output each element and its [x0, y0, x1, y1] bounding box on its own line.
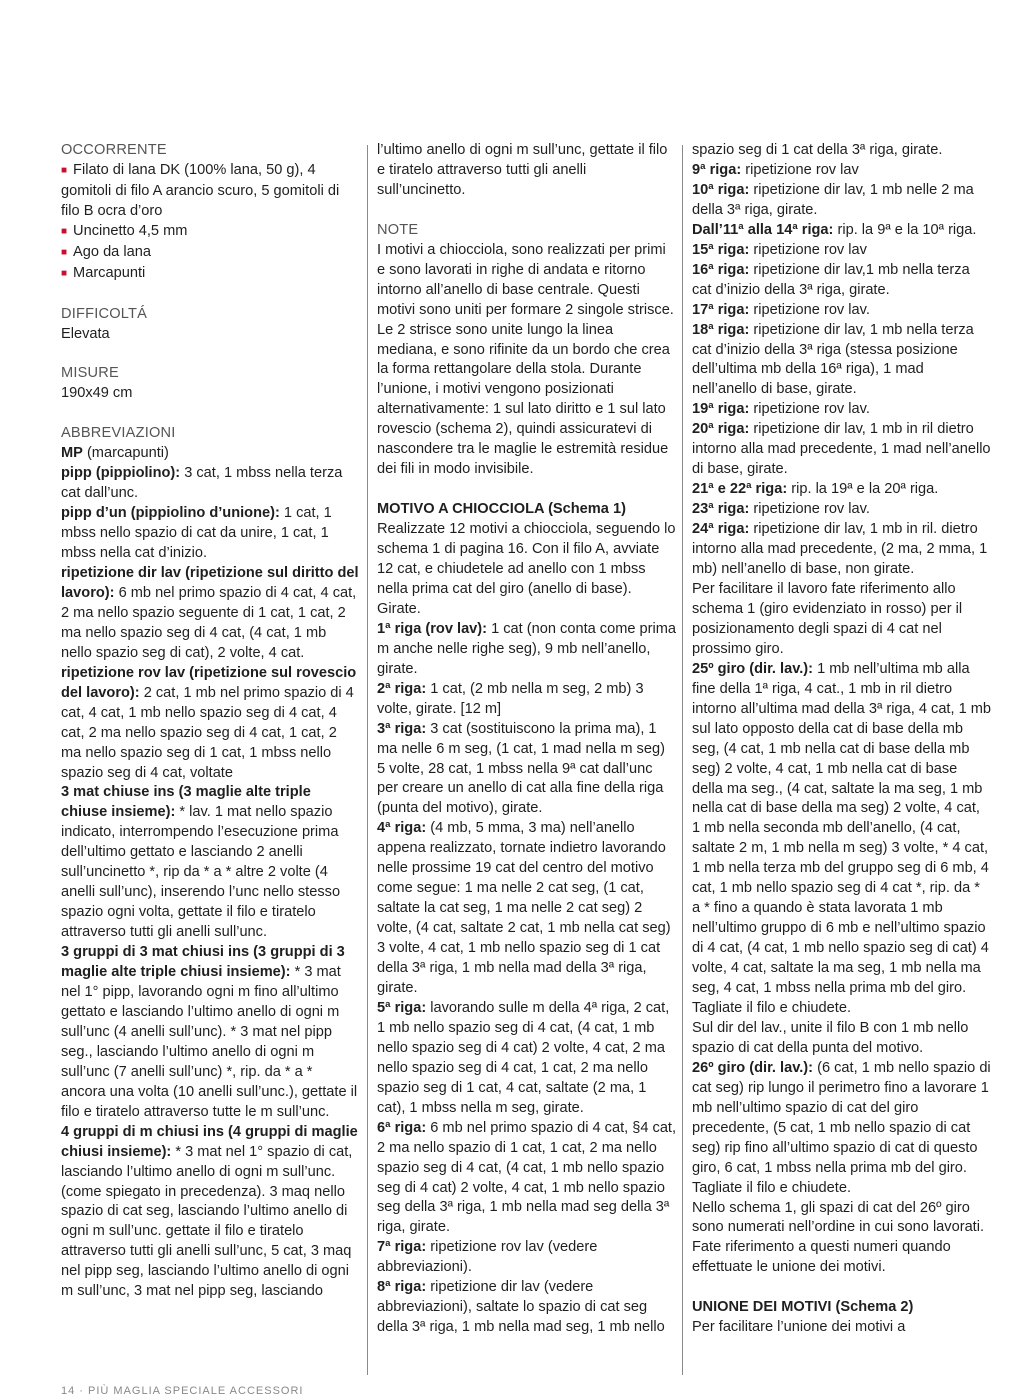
instruction-row-term: 15ª riga: [692, 241, 750, 258]
instruction-row [377, 680, 677, 720]
instruction-row-text: ripetizione dir lav,1 mb nella terza cat d’inizio della 3ª riga, girate. [692, 261, 970, 298]
abbreviation [61, 943, 359, 1123]
instruction-row-term: 21ª e 22ª riga: [692, 481, 788, 498]
instruction-row-term: 4ª riga: [377, 820, 427, 837]
instruction-row-term: 2ª riga: [377, 680, 427, 697]
instruction-row [692, 520, 992, 580]
abbreviation-term: 3 gruppi di 3 mat chiusi ins (3 gruppi di 3 maglie alte triple chiusi insieme): [61, 944, 345, 981]
occorrente-item-3: ■ Ago da lana [61, 243, 151, 260]
instruction-row-term: 23ª riga: [692, 501, 750, 518]
difficolta-title: DIFFICOLTÁ [61, 305, 148, 322]
bullet-icon: ■ [61, 164, 68, 176]
instruction-row-text: Sul dir del lav., unite il filo B con 1 mb nello spazio di cat della punta del motivo. [692, 1019, 969, 1056]
instruction-row [692, 261, 992, 301]
abbreviazioni-list [61, 444, 359, 1302]
column-3 [692, 141, 992, 1381]
instruction-row [377, 819, 677, 999]
instruction-row-term: 1ª riga (rov lav): [377, 620, 488, 637]
abbreviazioni-title: ABBREVIAZIONI [61, 425, 176, 442]
instruction-row-text: Nello schema 1, gli spazi di cat del 26º giro sono numerati nell’ordine in cui sono lavorati. Fate riferimento a questi numeri quando effettuate le unione dei motivi. [692, 1199, 985, 1276]
instruction-row [377, 1119, 677, 1239]
instruction-row-text: 1 cat, (2 mb nella m seg, 2 mb) 3 volte, girate. [12 m] [377, 680, 644, 717]
col2-intro: l’ultimo anello di ogni m sull’unc, gettate il filo e tiratelo attraverso tutti gli anelli sull’uncinetto. [377, 142, 668, 198]
instruction-row-term: 17ª riga: [692, 301, 750, 318]
abbreviation [61, 444, 359, 464]
instruction-row-text: 3 cat (sostituiscono la prima ma), 1 ma nelle 6 m seg, (1 cat, 1 mad nella m seg) 5 volte, 28 cat, 1 mbss nella 9ª cat dall’unc per creare un anello di cat alla fine della riga (punta del motivo), girate. [377, 720, 665, 817]
motivo-title: MOTIVO A CHIOCCIOLA (Schema 1) [377, 501, 626, 518]
instruction-row-text: ripetizione dir lav, 1 mb in ril. dietro intorno alla mad precedente, (2 ma, 2 mma, 1 mb) nell’anello di base, non girate. [692, 521, 988, 578]
instruction-row-text: ripetizione dir lav (vedere abbreviazioni), saltate lo spazio di cat seg della 3ª riga, 1 mb nella mad seg, 1 mb nello [377, 1279, 665, 1336]
instruction-row-text: rip. la 9ª e la 10ª riga. [833, 221, 977, 238]
abbreviation [61, 783, 359, 943]
difficolta-value: Elevata [61, 325, 110, 342]
bullet-icon: ■ [61, 225, 68, 237]
abbreviation-text: (marcapunti) [82, 445, 169, 462]
abbreviation-text: 3 cat, 1 mbss nella terza cat dall’unc. [61, 465, 343, 502]
bullet-icon: ■ [61, 267, 68, 279]
instruction-row-term: 26º giro (dir. lav.): [692, 1059, 814, 1076]
abbreviation-text: 2 cat, 1 mb nel primo spazio di 4 cat, 4 cat, 1 mb nello spazio seg di 4 cat, 4 cat, 2 ma nello spazio seg di 4 cat, 1 cat, 2 ma nello spazio seg di 1 cat, 1 mbss nello spazio seg di 4 cat, voltate [61, 684, 354, 781]
instruction-row [692, 1199, 992, 1279]
instruction-row-term: 7ª riga: [377, 1239, 427, 1256]
instruction-row [692, 500, 992, 520]
instruction-row [692, 141, 992, 161]
instruction-row-term: 6ª riga: [377, 1119, 427, 1136]
column-1 [61, 141, 359, 1381]
abbreviation-term: pipp d’un (pippiolino d’unione): [61, 505, 280, 522]
instruction-row-text: ripetizione dir lav, 1 mb nella terza cat d’inizio della 3ª riga (stessa posizione dell’ultima mb della 16ª riga), 1 mad nell’anello di base, girate. [692, 321, 974, 398]
bullet-icon: ■ [61, 246, 68, 258]
instruction-row-text: ripetizione rov lav [741, 161, 859, 178]
abbreviation [61, 464, 359, 504]
instruction-row [377, 720, 677, 820]
instruction-row-term: 18ª riga: [692, 321, 750, 338]
abbreviation [61, 564, 359, 664]
note-text: I motivi a chiocciola, sono realizzati per primi e sono lavorati in righe di andata e ritorno intorno all’anello di base centrale. Questi motivi sono uniti per formare 2 singole strisce. Le 2 strisce sono unite lungo la linea mediana, e sono rifinite da un bordo che crea la forma rettangolare della stola. Durante l’unione, i motivi vengono posizionati alternativamente: 1 sul lato diritto e 1 sul lato rovescio (schema 2), quindi assicuratevi di nascondere tra le maglie le estremità residue dei fili in modo invisibile. [377, 241, 674, 478]
instruction-row-text: 1 mb nell’ultima mb alla fine della 1ª riga, 4 cat., 1 mb in ril dietro intorno all’ultima mad della 3ª riga, 4 cat, 1 mb sul lato opposto della cat di base della mb seg, (4 cat, 1 mb nella cat di base della mb seg) 2 volte, 4 cat, 1 mb nella cat di base della ma seg., (4 cat, saltate la ma seg, 1 mb nella cat di base della ma seg) 2 volte, 4 cat, 1 mb nella seconda mb dell’anello, (4 cat, saltate 2 m, 1 mb nella m seg) 3 volte, * 4 cat, 1 mb nella terza mb del gruppo seg di 6 mb, 4 cat, 1 mb nello spazio seg di 4 cat *, rip. da * a * fino a quando è stata lavorata 1 mb nell’ultimo gruppo di 6 mb e nell’ultimo spazio di 4 cat, (4 cat, 1 mb nello spazio seg di cat) 4 volte, 4 cat, saltate la ma seg, 1 mb nella ma seg, 4 cat, 1 mbss nella prima mb del giro. Tagliate il filo e chiudete. [692, 660, 992, 1016]
instruction-row-text: ripetizione dir lav, 1 mb in ril dietro intorno alla mad precedente, 1 mad nell’anello di base, girate. [692, 421, 991, 478]
occorrente-item-2: ■ Uncinetto 4,5 mm [61, 222, 188, 239]
instruction-row [692, 400, 992, 420]
note-title: NOTE [377, 221, 419, 238]
instruction-row [692, 161, 992, 181]
instruction-row-term: 16ª riga: [692, 261, 750, 278]
column-divider-1 [367, 145, 368, 1375]
instruction-row-text: rip. la 19ª e la 20ª riga. [787, 481, 939, 498]
instruction-row-term: 24ª riga: [692, 521, 750, 538]
instruction-row [692, 1059, 992, 1199]
instruction-row-term: 25º giro (dir. lav.): [692, 660, 814, 677]
instruction-row-text: ripetizione rov lav. [749, 401, 870, 418]
motivo-rows-continued [692, 141, 992, 1278]
instruction-row-term: 10ª riga: [692, 181, 750, 198]
instruction-row [692, 181, 992, 221]
column-divider-2 [682, 145, 683, 1375]
instruction-row-term: 3ª riga: [377, 720, 427, 737]
misure-value: 190x49 cm [61, 385, 133, 402]
instruction-row-text: ripetizione rov lav. [749, 301, 870, 318]
instruction-row-text: (4 mb, 5 mma, 3 ma) nell’anello appena realizzato, tornate indietro lavorando nelle prossime 19 cat del centro del motivo come segue: 1 ma nelle 2 cat seg, (1 cat, saltate la cat seg, 1 ma nelle 2 cat seg) 2 volte, (4 cat, saltate 2 cat, 1 mb nella cat seg) 3 volte, 4 cat, 1 mb nello spazio seg di 1 cat della 3ª riga, 1 mb nella mad della 3ª riga, girate. [377, 820, 671, 996]
instruction-row-text: (6 cat, 1 mb nello spazio di cat seg) rip lungo il perimetro fino a lavorare 1 mb nell’ultimo spazio di cat del giro precedente, (5 cat, 1 mb nello spazio di cat seg) rip fino all’ultimo spazio di cat di questo giro, 6 cat, 1 mbss nella prima mb del giro. Tagliate il filo e chiudete. [692, 1059, 991, 1196]
unione-text: Per facilitare l’unione dei motivi a [692, 1319, 906, 1336]
occorrente-title: OCCORRENTE [61, 142, 167, 158]
page-footer: 14 · PIÙ MAGLIA SPECIALE ACCESSORI [61, 1385, 304, 1397]
instruction-row [692, 580, 992, 660]
abbreviation-term: pipp (pippiolino): [61, 465, 181, 482]
abbreviation-term: ripetizione dir lav (ripetizione sul diritto del lavoro): [61, 564, 359, 601]
column-2 [377, 141, 677, 1381]
instruction-row-term: 19ª riga: [692, 401, 750, 418]
instruction-row [692, 241, 992, 261]
instruction-row [377, 1238, 677, 1278]
abbreviation-text: 1 cat, 1 mbss nello spazio di cat da unire, 1 cat, 1 mbss nella cat d’inizio. [61, 505, 332, 562]
instruction-row-term: 20ª riga: [692, 421, 750, 438]
abbreviation-term: MP [61, 445, 83, 462]
misure-title: MISURE [61, 365, 119, 382]
motivo-rows [377, 620, 677, 1338]
abbreviation-text: * 3 mat nel 1° pipp, lavorando ogni m fino all’ultimo gettato e lasciando l’ultimo anello di ogni m sull’unc (4 anelli sull’unc). * 3 mat nel pipp seg., lasciando l’ultimo anello di ogni m sull’unc (7 anelli sull’unc) *, rip. da * a * ancora una volta (10 anelli sull’unc.), gettate il filo e tiratelo attraverso tutte le m sull’unc. [61, 964, 358, 1120]
instruction-row [692, 301, 992, 321]
occorrente-item-1: ■ Filato di lana DK (100% lana, 50 g), 4 gomitoli di filo A arancio scuro, 5 gomitoli di filo B ocra d’oro [61, 161, 340, 219]
instruction-row [692, 660, 992, 1019]
abbreviation [61, 1123, 359, 1303]
instruction-row [377, 1278, 677, 1338]
instruction-row [692, 221, 992, 241]
abbreviation-term: ripetizione rov lav (ripetizione sul rovescio del lavoro): [61, 664, 357, 701]
instruction-row-text: 1 cat (non conta come prima m anche nelle righe seg), 9 mb nell’anello, girate. [377, 620, 677, 677]
abbreviation-text: * lav. 1 mat nello spazio indicato, interrompendo l’esecuzione prima dell’ultimo gettato e lasciando 2 anelli sull’uncinetto *, rip da * a * altre 2 volte (4 anelli sull’unc), inserendo l’unc nello stesso spazio ogni volta, gettate il filo e tiratelo attraverso tutti gli anelli sull’unc. [61, 804, 341, 941]
instruction-row-term: 5ª riga: [377, 999, 427, 1016]
instruction-row-term: Dall’11ª alla 14ª riga: [692, 221, 834, 238]
abbreviation [61, 664, 359, 784]
occorrente-item-4: ■ Marcapunti [61, 264, 146, 281]
instruction-row [377, 999, 677, 1119]
motivo-intro: Realizzate 12 motivi a chiocciola, seguendo lo schema 1 di pagina 16. Con il filo A, avviate 12 cat, e chiudetele ad anello con 1 mbss nella prima cat del giro (anello di base). Girate. [377, 521, 676, 617]
abbreviation-text: 6 mb nel primo spazio di 4 cat, 4 cat, 2 ma nello spazio seguente di 1 cat, 1 cat, 2 ma nello spazio seg di 4 cat, (4 cat, 1 mb nello spazio seg di cat), 2 volte, 4 cat. [61, 584, 357, 661]
instruction-row [377, 620, 677, 680]
instruction-row-term: 8ª riga: [377, 1279, 427, 1296]
instruction-row-text: ripetizione rov lav. [749, 501, 870, 518]
instruction-row [692, 321, 992, 401]
abbreviation-text: * 3 mat nel 1° spazio di cat, lasciando l’ultimo anello di ogni m sull’unc. (come spiegato in precedenza). 3 maq nello spazio di cat seg, lasciando l’ultimo anello di ogni m sull’unc. gettate il filo e tiratelo attraverso tutti gli anelli sull’unc, 5 cat, 3 maq nel pipp seg, lasciando l’ultimo anello di ogni m sull’unc, 3 mat nel pipp seg, lasciando [61, 1143, 353, 1300]
abbreviation-term: 3 mat chiuse ins (3 maglie alte triple chiuse insieme): [61, 784, 311, 821]
instruction-row-text: ripetizione rov lav [749, 241, 867, 258]
abbreviation-term: 4 gruppi di m chiusi ins (4 gruppi di maglie chiusi insieme): [61, 1123, 358, 1160]
instruction-row-text: spazio seg di 1 cat della 3ª riga, girate. [692, 142, 943, 158]
instruction-row-term: 9ª riga: [692, 161, 742, 178]
unione-title: UNIONE DEI MOTIVI (Schema 2) [692, 1299, 914, 1316]
instruction-row-text: ripetizione dir lav, 1 mb nelle 2 ma della 3ª riga, girate. [692, 181, 974, 218]
instruction-row-text: lavorando sulle m della 4ª riga, 2 cat, 1 mb nello spazio seg di 4 cat, (4 cat, 1 mb nello spazio seg di 4 cat) 2 volte, 4 cat, 2 ma nello spazio seg di 4 cat, 1 cat, 2 ma nello spazio seg di 1 cat, 4 cat, saltate (2 ma, 1 cat), 1 mbss nella m seg, girate. [377, 999, 670, 1116]
instruction-row-text: Per facilitare il lavoro fate riferimento allo schema 1 (giro evidenziato in rosso) per il posizionamento degli spazi di 4 cat nel prossimo giro. [692, 580, 963, 657]
abbreviation [61, 504, 359, 564]
instruction-row [692, 480, 992, 500]
instruction-row-text: 6 mb nel primo spazio di 4 cat, §4 cat, 2 ma nello spazio di 1 cat, 1 cat, 2 ma nello spazio seg di 4 cat, (4 cat, 1 mb nello spazio seg di 4 cat) 2 volte, 4 cat, 1 mb nello spazio seg della 3ª riga, 1 mb nella mad seg della 3ª riga, girate. [377, 1119, 677, 1236]
instruction-row-text: ripetizione rov lav (vedere abbreviazioni). [377, 1239, 598, 1276]
instruction-row [692, 420, 992, 480]
instruction-row [692, 1019, 992, 1059]
